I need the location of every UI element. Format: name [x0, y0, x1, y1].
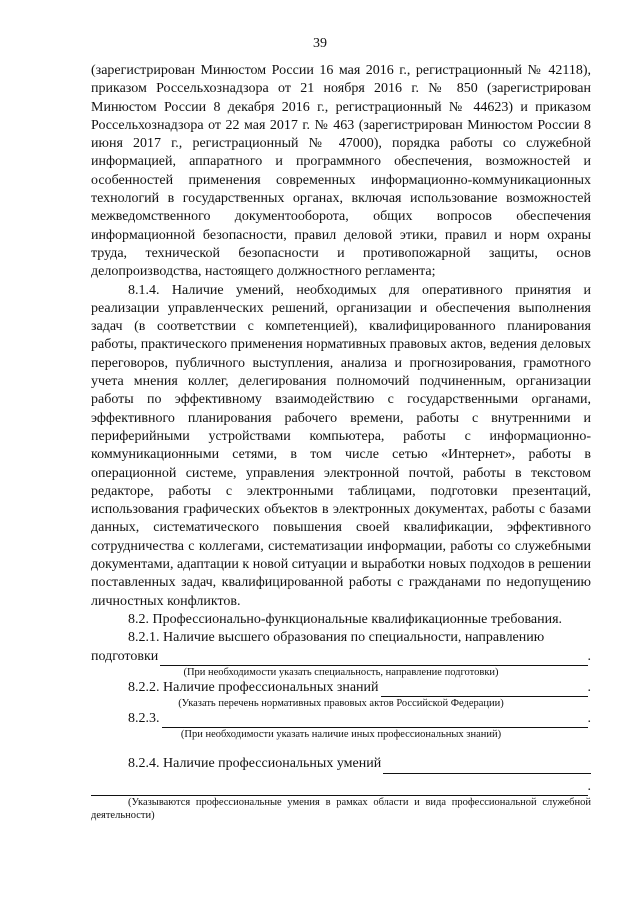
- paragraph-8-1-4: 8.1.4. Наличие умений, необходимых для оперативного принятия и реализации управленческих решений, организации и обеспечения выполнения задач (в соответствии с компетенцией), квалифицированного планирования работы, практического применения нормативных правовых актов, ведения деловых переговоров, публичного выступления, анализа и прогнозирования, грамотного учета мнения коллег, делегирования полномочий подчиненным, организации работы по эффективному взаимодействию с государственными органами, эффективного планирования рабочего времени, работы с внутренними и периферийными устройствами компьютера, работы с информационно-коммуникационными сетями, в том числе сетью «Интернет», работы в операционной системе, управления электронной почтой, работы в текстовом редакторе, работы с электронными таблицами, подготовки презентаций, использования графических объектов в электронных документах, работы с базами данных, систематического повышения своей квалификации, эффективного сотрудничества с коллегами, систематизации информации, работы со служебными документами, адаптации к новой ситуации и выработки новых подходов в решении поставленных задач, квалифицированной работы с гражданами по недопущению личностных конфликтов.: [91, 282, 591, 609]
- item-8-2-2-blank: [381, 682, 588, 697]
- item-8-2-4-fill-2: [91, 778, 591, 796]
- item-8-2-2-end: .: [587, 679, 591, 695]
- item-8-2-1-fill: [91, 648, 591, 666]
- item-8-2-4-blank-2: [91, 781, 588, 796]
- item-8-2-4-text: 8.2.4. Наличие профессиональных умений: [128, 756, 382, 772]
- item-8-2-1-caption: (При необходимости указать специальность, направление подготовки): [183, 666, 499, 678]
- item-8-2-1-end: .: [587, 648, 591, 664]
- item-8-2-2-fill: [91, 679, 591, 697]
- paragraph-8-2: 8.2. Профессионально-функциональные квалификационные требования.: [128, 611, 563, 627]
- paragraph-regulations: (зарегистрирован Минюстом России 16 мая 2016 г., регистрационный № 42118), приказом Россельхознадзора от 21 ноября 2016 г. № 850 (зарегистрирован Минюстом России 8 декабря 2016 г., регистрационный № 44623) и приказом Россельхознадзора от 22 мая 2017 г. № 463 (зарегистрирован Минюстом России 8 июня 2017 г., регистрационный № 47000), порядка работы со служебной информацией, аппаратного и программного обеспечения, возможностей и особенностей применения современных информационно-коммуникационных технологий в государственных органах, включая использование возможностей межведомственного документооборота, общих вопросов обеспечения информационной безопасности, правил деловой этики, правил и норм охраны труда, технической безопасности и противопожарной защиты, основ делопроизводства, настоящего должностного регламента;: [91, 63, 591, 280]
- item-8-2-3-text: 8.2.3.: [128, 711, 160, 727]
- item-8-2-2-text: 8.2.2. Наличие профессиональных знаний: [128, 679, 379, 695]
- item-8-2-1: 8.2.1. Наличие высшего образования по специальности, направлению: [128, 630, 545, 646]
- document-body: [91, 62, 591, 822]
- item-8-2-4-caption: (Указываются профессиональные умения в рамках области и вида профессиональной служебной деятельности): [91, 796, 591, 821]
- item-8-2-3-fill: [91, 710, 591, 728]
- item-8-2-3-end: .: [587, 711, 591, 727]
- page-number: 39: [313, 36, 327, 51]
- item-8-2-1-cont: подготовки: [91, 648, 159, 664]
- item-8-2-4-end: .: [587, 778, 591, 794]
- item-8-2-1-blank: [160, 651, 587, 666]
- item-8-2-4-blank: [383, 759, 591, 774]
- item-8-2-4-fill: [91, 755, 591, 773]
- item-8-2-2-caption: (Указать перечень нормативных правовых актов Российской Федерации): [178, 698, 504, 710]
- item-8-2-3-blank: [162, 713, 588, 728]
- item-8-2-3-caption: (При необходимости указать наличие иных профессиональных знаний): [180, 729, 502, 741]
